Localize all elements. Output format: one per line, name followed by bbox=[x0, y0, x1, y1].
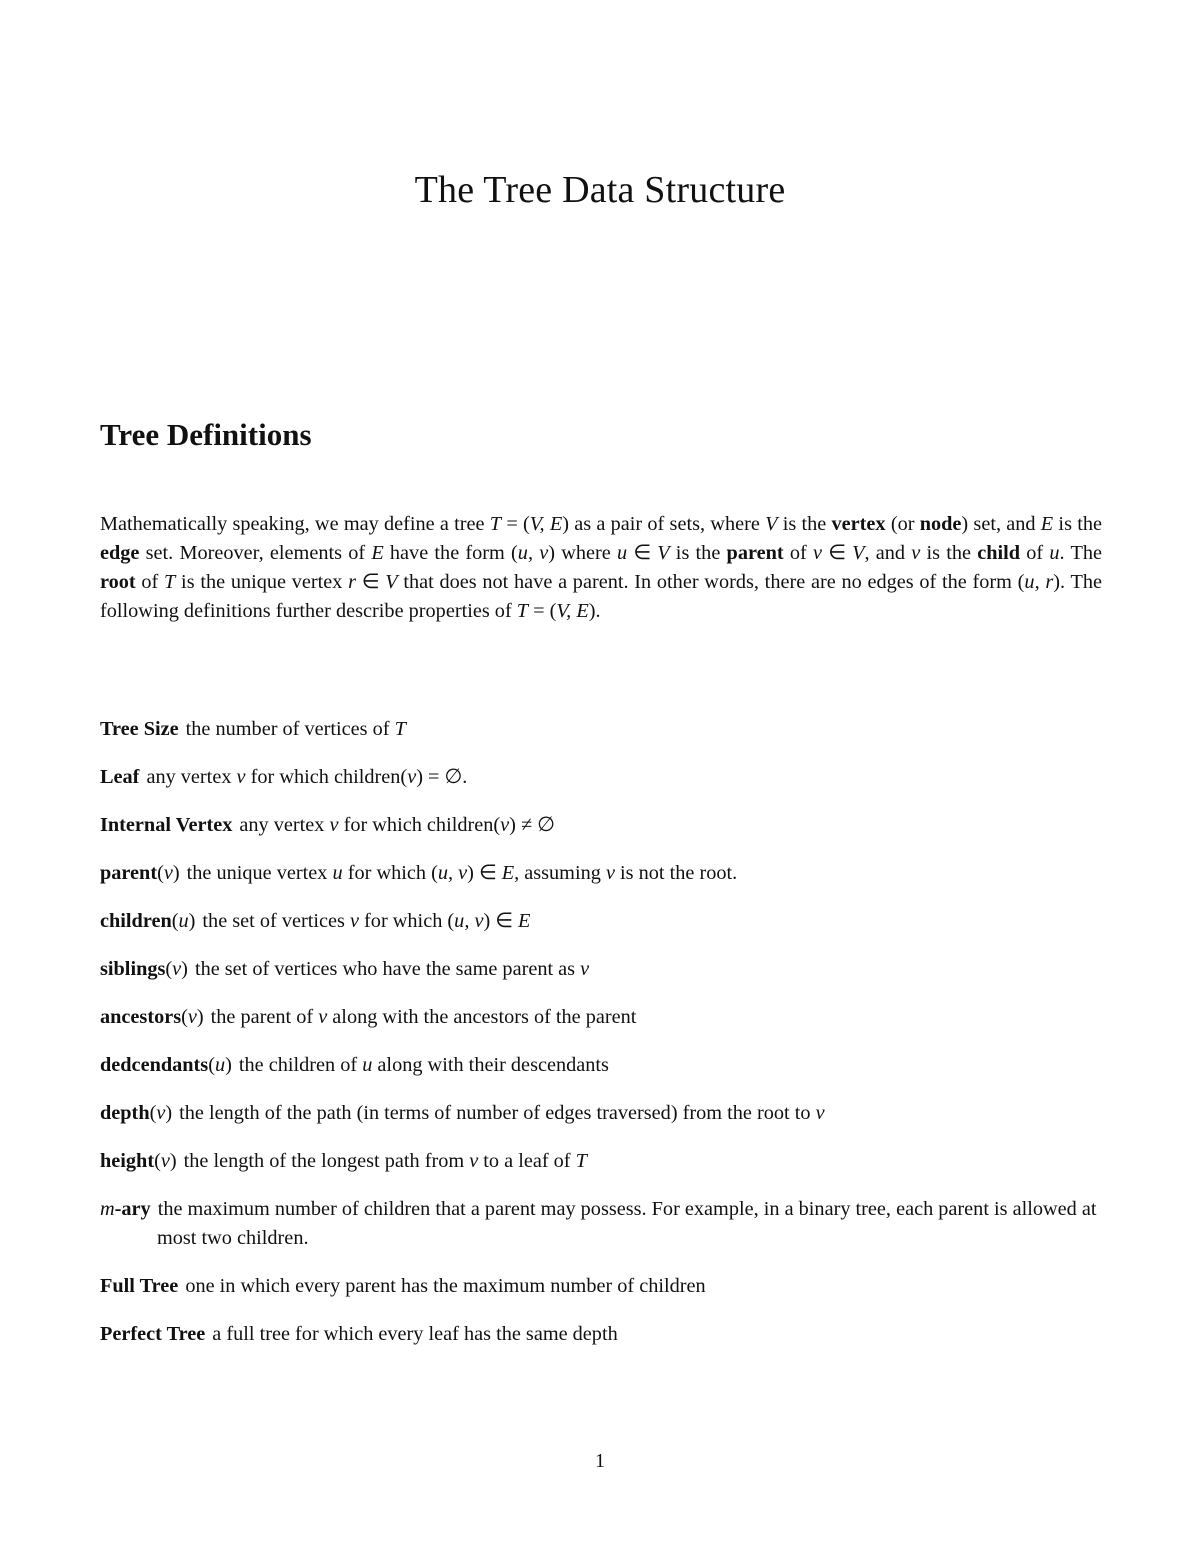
definition-tree-size: Tree Size the number of vertices of T bbox=[100, 718, 406, 740]
definition-depth: depth(v) the length of the path (in terms of number of edges traversed) from the root to v bbox=[100, 1102, 825, 1124]
definitions-list bbox=[100, 715, 1102, 1349]
section-heading: Tree Definitions bbox=[100, 417, 312, 452]
definition-m-ary: m-ary the maximum number of children that a parent may possess. For example, in a binary tree, each parent is allowed at most two children. bbox=[100, 1198, 1097, 1249]
definition-leaf: Leaf any vertex v for which children(v) = ∅. bbox=[100, 766, 468, 788]
definition-descendants: dedcendants(u) the children of u along with their descendants bbox=[100, 1054, 609, 1076]
definition-parent: parent(v) the unique vertex u for which (u, v) ∈ E, assuming v is not the root. bbox=[100, 862, 738, 884]
page-number: 1 bbox=[595, 1450, 605, 1472]
definition-perfect-tree: Perfect Tree a full tree for which every leaf has the same depth bbox=[100, 1323, 618, 1345]
definition-children: children(u) the set of vertices v for which (u, v) ∈ E bbox=[100, 910, 531, 932]
definition-siblings: siblings(v) the set of vertices who have the same parent as v bbox=[100, 958, 590, 980]
definition-height: height(v) the length of the longest path from v to a leaf of T bbox=[100, 1150, 587, 1172]
definition-full-tree: Full Tree one in which every parent has the maximum number of children bbox=[100, 1275, 706, 1297]
document-title: The Tree Data Structure bbox=[414, 169, 786, 211]
definition-internal-vertex: Internal Vertex any vertex v for which children(v) ≠ ∅ bbox=[100, 814, 555, 836]
definition-ancestors: ancestors(v) the parent of v along with the ancestors of the parent bbox=[100, 1006, 637, 1028]
intro-paragraph: Mathematically speaking, we may define a tree T = (V, E) as a pair of sets, where V is the vertex (or node) set, and E is the edge set. Moreover, elements of E have the form (u, v) where u ∈ V is the parent of v ∈ V, and v is the child of u. The root of T is the unique vertex r ∈ V that does not have a parent. In other words, there are no edges of the form (u, r). The following definitions further describe properties of T = (V, E). bbox=[100, 513, 1102, 622]
